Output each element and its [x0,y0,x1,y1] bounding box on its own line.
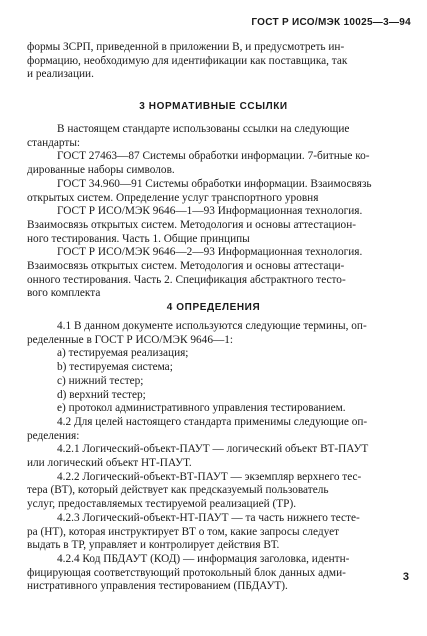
text-line: b) тестируемая система; [57,361,173,374]
text-line: 4.2 Для целей настоящего стандарта применимы следующие оп- [57,415,368,428]
text-line: 4.2.1 Логический-объект-ПАУТ — логический объект ВТ-ПАУТ [57,443,369,456]
text-line: 4.2.4 Код ПБДАУТ (КОД) — информация заголовка, идентн- [57,552,350,565]
text-line: тера (ВТ), который действует как предсказуемый пользователь [27,484,329,497]
text-line: онного тестирования. Часть 2. Спецификация абстрактного тесто- [27,273,346,286]
text-line: ного тестирования. Часть 1. Общие принципы [27,232,250,245]
text-line: ГОСТ 27463—87 Системы обработки информации. 7-битные ко- [57,150,370,163]
text-line: 4.2.2 Логический-объект-ВТ-ПАУТ — экземпляр верхнего тес- [57,470,362,483]
text-line: d) верхний тестер; [57,388,146,401]
text-line: фицирующая соответствующий протокольный блок данных адми- [27,566,346,579]
text-line: или логический объект НТ-ПАУТ. [27,457,192,470]
text-line: 4.2.3 Логический-объект-НТ-ПАУТ — та часть нижнего тесте- [57,511,360,524]
text-line: формацию, необходимую для идентификации как поставщика, так [27,54,348,67]
section-3-title: 3 НОРМАТИВНЫЕ ССЫЛКИ [139,101,288,112]
text-line: ределения: [27,429,80,442]
section-4-title: 4 ОПРЕДЕЛЕНИЯ [166,302,261,313]
text-line: и реализации. [27,68,94,81]
text-line: Взаимосвязь открытых систем. Методология и основы аттестаци- [27,260,345,273]
text-line: ГОСТ 34.960—91 Системы обработки информации. Взаимосвязь [57,177,372,190]
text-line: 4.1 В данном документе используются следующие термины, оп- [57,320,367,332]
section-4-body [27,320,410,594]
text-line: a) тестируемая реализация; [57,347,189,360]
text-line: ра (НТ), которая инструктирует ВТ о том, какие запросы следует [27,525,340,538]
text-line: дированные наборы символов. [27,164,175,177]
text-line: e) протокол административного управления тестированием. [57,402,346,415]
section-3-body [27,123,410,301]
text-line: выдать в ТР, управляет и контролирует действия ВТ. [27,539,280,552]
intro-paragraph [27,41,410,82]
text-line: ределенные в ГОСТ Р ИСО/МЭК 9646—1: [27,333,234,346]
text-line: ГОСТ Р ИСО/МЭК 9646—2—93 Информационная технология. [57,246,363,259]
text-line: Взаимосвязь открытых систем. Методология и основы аттестацион- [27,218,357,231]
text-line: В настоящем стандарте использованы ссылки на следующие [57,123,350,135]
page-number: 3 [402,571,409,583]
text-line: вого комплекта [27,287,101,300]
text-line: услуг, предоставляемых тестируемой реализацией (ТР). [27,498,297,511]
text-line: нистративного управления тестированием (ПБДАУТ). [27,580,288,593]
text-line: открытых систем. Определение услуг транспортного уровня [27,191,319,204]
text-line: формы ЗСРП, приведенной в приложении В, и предусмотреть ин- [27,41,345,53]
running-header: ГОСТ Р ИСО/МЭК 10025—3—94 [251,17,411,28]
text-line: c) нижний тестер; [57,374,144,387]
text-line: ГОСТ Р ИСО/МЭК 9646—1—93 Информационная технология. [57,205,363,218]
text-line: стандарты: [27,136,81,149]
